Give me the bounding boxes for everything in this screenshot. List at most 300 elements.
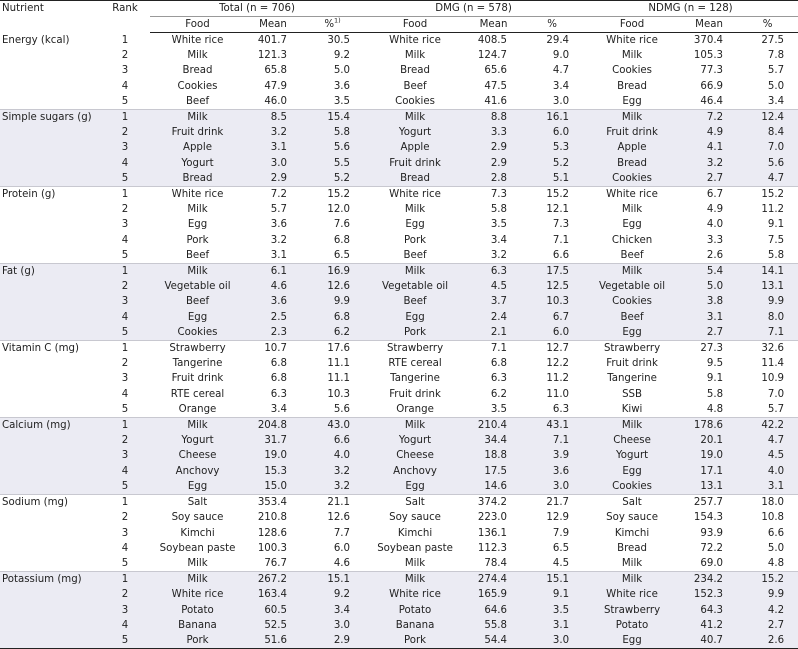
dmg-percent-cell: 11.2 [546,373,570,385]
dmg-food-cell: Tangerine [390,373,440,385]
nutrient-group [0,264,798,341]
ndmg-food-cell: Strawberry [583,603,681,618]
total-mean-cell: 2.3 [245,325,301,341]
ndmg-percent-cell: 4.0 [737,464,798,479]
header-nutrient: Nutrient [2,3,44,14]
dmg-mean-cell: 34.4 [466,433,521,448]
dmg-percent-cell: 6.3 [521,402,583,418]
total-mean-cell: 204.8 [245,418,301,434]
dmg-percent-cell: 15.2 [546,189,570,201]
total-mean-cell: 52.5 [245,618,301,633]
ndmg-mean-cell: 64.3 [681,603,737,618]
dmg-percent-cell: 7.1 [552,234,570,246]
dmg-percent-cell: 6.0 [521,125,583,140]
total-food-cell: Pork [150,633,245,649]
ndmg-mean-cell: 152.3 [681,587,737,602]
total-mean-cell: 100.3 [257,542,287,554]
dmg-percent-cell: 11.0 [546,388,570,400]
ndmg-mean-cell: 13.1 [681,479,737,495]
dmg-food-cell: Potato [364,603,466,618]
nutrient-cell-empty [0,556,100,572]
nutrient-cell-empty [0,310,100,325]
ndmg-food-cell: Chicken [611,234,653,246]
dmg-food-cell: Banana [364,618,466,633]
dmg-percent-cell: 12.7 [546,343,570,355]
total-percent-cell: 15.2 [327,189,351,201]
dmg-percent-cell: 6.0 [521,325,583,341]
dmg-food-cell: Anchovy [364,464,466,479]
table-row [0,279,798,294]
ndmg-mean-cell: 66.9 [700,80,724,92]
ndmg-food-cell: Bread [617,542,648,554]
dmg-percent-cell: 5.2 [521,156,583,171]
total-food-cell: Kimchi [180,527,215,539]
ndmg-food-cell: Beef [583,248,681,264]
nutrient-label: Energy (kcal) [2,34,70,46]
nutrient-cell-empty [0,63,100,78]
rank-cell: 4 [100,156,150,171]
nutrient-cell-empty [0,371,100,386]
dmg-percent-cell: 15.1 [521,572,583,588]
ndmg-food-cell: Egg [583,325,681,341]
dmg-food-cell: Milk [364,418,466,434]
total-percent-cell: 12.6 [327,512,351,524]
total-food-cell: Soybean paste [159,542,236,554]
ndmg-percent-cell: 2.7 [737,618,798,633]
total-food-cell: Strawberry [169,343,226,355]
total-food-cell: Milk [150,418,245,434]
dmg-percent-cell: 3.6 [521,464,583,479]
dmg-mean-cell: 3.5 [466,402,521,418]
dmg-percent-cell: 12.2 [546,358,570,370]
nutrient-group [0,572,798,649]
header-mean: Mean [245,17,301,33]
rank-cell: 4 [121,80,129,92]
ndmg-food-cell: Kimchi [614,527,650,539]
total-percent-cell: 6.0 [333,542,351,554]
total-mean-cell: 6.8 [270,358,287,370]
nutrient-cell-empty [0,479,100,495]
dmg-percent-cell: 6.6 [521,248,583,264]
dmg-percent-cell: 6.7 [521,310,583,325]
ndmg-food-cell: Bread [617,80,648,92]
total-food-cell: Fruit drink [150,125,245,140]
nutrient-cell-empty [0,125,100,140]
ndmg-mean-cell: 17.1 [681,464,737,479]
total-food-cell: Milk [150,110,245,126]
total-food-cell: Milk [187,204,208,216]
nutrient-cell-empty [0,171,100,187]
dmg-percent-cell: 5.3 [521,140,583,155]
dmg-mean-cell: 124.7 [477,50,508,62]
total-food-cell: Egg [150,310,245,325]
ndmg-food-cell: Apple [583,140,681,155]
total-mean-cell: 8.5 [245,110,301,126]
ndmg-percent-cell: 5.7 [767,65,785,77]
dmg-percent-cell: 9.0 [552,50,570,62]
dmg-percent-cell: 6.5 [552,542,570,554]
dmg-food-cell: Egg [364,310,466,325]
rank-cell: 2 [121,512,129,524]
dmg-food-cell: Milk [364,264,466,280]
dmg-food-cell: Strawberry [386,343,444,355]
dmg-mean-cell: 374.2 [477,497,508,509]
total-mean-cell: 3.6 [270,219,287,231]
rank-cell: 5 [100,248,150,264]
rank-cell: 3 [121,219,129,231]
dmg-food-cell: Soy sauce [389,512,441,524]
ndmg-food-cell: Egg [622,219,642,231]
nutrient-cell-empty [0,402,100,418]
dmg-mean-cell: 17.5 [466,464,521,479]
header-mean: Mean [681,17,737,33]
nutrient-group [0,418,798,495]
total-food-cell: Yogurt [150,156,245,171]
ndmg-mean-cell: 4.1 [681,140,737,155]
dmg-mean-cell: 41.6 [466,94,521,110]
dmg-food-cell: Apple [364,140,466,155]
total-food-cell: Fruit drink [171,373,224,385]
total-percent-cell: 7.6 [333,219,351,231]
total-percent-cell: 15.1 [301,572,364,588]
header-row-groups [0,1,798,17]
total-percent-cell: 43.0 [301,418,364,434]
dmg-mean-cell: 3.4 [490,234,508,246]
table-row [0,248,798,264]
table-row [0,48,798,63]
total-food-cell: Cookies [150,325,245,341]
table-row [0,264,798,280]
dmg-percent-cell: 3.5 [521,603,583,618]
nutrient-cell-empty [0,156,100,171]
total-percent-cell: 3.5 [301,94,364,110]
ndmg-food-cell: Milk [583,572,681,588]
ndmg-percent-cell: 5.0 [767,542,785,554]
table-row [0,125,798,140]
total-percent-cell: 12.6 [301,279,364,294]
dmg-food-cell: Beef [403,80,427,92]
rank-cell: 2 [121,358,129,370]
dmg-mean-cell: 4.5 [466,279,521,294]
ndmg-mean-cell: 72.2 [700,542,724,554]
table-row [0,294,798,309]
total-percent-cell: 12.0 [327,204,351,216]
ndmg-food-cell: Tangerine [607,373,657,385]
table-row [0,187,798,203]
total-mean-cell: 6.3 [270,388,287,400]
ndmg-mean-cell: 234.2 [681,572,737,588]
dmg-food-cell: Beef [364,294,466,309]
ndmg-food-cell: Beef [583,310,681,325]
ndmg-percent-cell: 9.1 [767,219,785,231]
rank-cell: 4 [100,464,150,479]
ndmg-percent-cell: 14.1 [737,264,798,280]
table-row [0,587,798,602]
header-food: Food [364,17,466,33]
table-row [0,387,798,402]
rank-cell: 3 [100,294,150,309]
table-row [0,202,798,217]
header-percent-label: % [324,19,335,30]
table-row [0,341,798,357]
dmg-food-cell: Milk [404,50,426,62]
dmg-food-cell: Kimchi [397,527,433,539]
total-percent-cell: 5.8 [301,125,364,140]
ndmg-percent-cell: 10.9 [761,373,785,385]
dmg-mean-cell: 2.8 [466,171,521,187]
total-mean-cell: 15.0 [245,479,301,495]
ndmg-mean-cell: 3.1 [681,310,737,325]
table-row [0,356,798,371]
ndmg-percent-cell: 9.9 [737,587,798,602]
rank-cell: 5 [100,325,150,341]
nutrient-cell-empty [0,94,100,110]
rank-cell: 3 [100,448,150,463]
total-food-cell: Milk [150,264,245,280]
total-food-cell: Beef [150,294,245,309]
total-percent-cell: 15.4 [301,110,364,126]
total-mean-cell: 46.0 [245,94,301,110]
total-food-cell: Egg [187,219,208,231]
nutrient-group [0,33,798,110]
table-row [0,171,798,187]
total-food-cell: Soy sauce [171,512,224,524]
nutrient-cell-empty [0,464,100,479]
rank-cell: 1 [100,264,150,280]
dmg-food-cell: Beef [364,248,466,264]
total-mean-cell: 6.8 [270,373,287,385]
dmg-percent-cell: 12.5 [521,279,583,294]
total-mean-cell: 7.2 [270,189,287,201]
nutrient-cell-empty [0,140,100,155]
nutrient-cell-empty [0,248,100,264]
nutrient-cell-empty [0,526,100,541]
total-mean-cell: 15.3 [245,464,301,479]
total-percent-cell: 9.2 [333,50,351,62]
ndmg-food-cell: Milk [621,50,643,62]
dmg-mean-cell: 8.8 [466,110,521,126]
total-percent-cell: 16.9 [301,264,364,280]
total-mean-cell: 163.4 [245,587,301,602]
dmg-food-cell: Vegetable oil [364,279,466,294]
ndmg-food-cell: Kiwi [583,402,681,418]
ndmg-mean-cell: 41.2 [681,618,737,633]
dmg-food-cell: Cookies [364,94,466,110]
ndmg-mean-cell: 3.3 [706,234,724,246]
rank-cell: 4 [100,310,150,325]
total-food-cell: Cheese [150,448,245,463]
rank-cell: 5 [100,402,150,418]
dmg-mean-cell: 408.5 [477,35,508,46]
ndmg-percent-cell: 27.5 [761,35,785,46]
total-food-cell: RTE cereal [170,388,225,400]
dmg-percent-cell: 12.9 [546,512,570,524]
rank-cell: 5 [100,633,150,649]
nutrient-group [0,110,798,187]
header-group-total: Total (n = 706) [150,1,364,17]
table-row [0,33,798,49]
ndmg-mean-cell: 370.4 [693,35,724,46]
dmg-percent-cell: 3.9 [521,448,583,463]
total-mean-cell: 3.0 [245,156,301,171]
total-mean-cell: 60.5 [245,603,301,618]
dmg-mean-cell: 78.4 [466,556,521,572]
dmg-food-cell: Fruit drink [389,388,441,400]
ndmg-mean-cell: 154.3 [693,512,724,524]
ndmg-percent-cell: 4.7 [737,433,798,448]
table-row [0,618,798,633]
ndmg-mean-cell: 4.0 [706,219,724,231]
total-mean-cell: 3.1 [245,140,301,155]
rank-cell: 1 [121,34,129,46]
ndmg-food-cell: Salt [622,497,642,509]
total-percent-cell: 5.6 [301,402,364,418]
rank-cell: 2 [121,50,129,62]
header-percent: % [737,17,798,33]
dmg-mean-cell: 6.3 [466,264,521,280]
dmg-percent-cell: 3.0 [521,94,583,110]
total-food-cell: Milk [150,572,245,588]
nutrient-group [0,187,798,264]
dmg-food-cell: Bread [400,65,430,77]
table-row [0,233,798,248]
ndmg-food-cell: Cookies [583,171,681,187]
dmg-food-cell: White rice [389,189,441,201]
total-mean-cell: 3.2 [245,125,301,140]
dmg-mean-cell: 55.8 [466,618,521,633]
header-mean: Mean [466,17,521,33]
ndmg-mean-cell: 2.7 [681,325,737,341]
nutrient-cell-empty [0,618,100,633]
ndmg-food-cell: Yogurt [583,448,681,463]
dmg-mean-cell: 3.3 [466,125,521,140]
dmg-percent-cell: 4.7 [552,65,570,77]
ndmg-food-cell: Milk [583,556,681,572]
total-percent-cell: 6.5 [301,248,364,264]
ndmg-percent-cell: 6.6 [767,527,785,539]
total-percent-cell: 5.6 [301,140,364,155]
header-rank: Rank [112,3,138,14]
ndmg-food-cell: Soy sauce [606,512,658,524]
ndmg-percent-cell: 7.0 [737,140,798,155]
nutrient-cell-empty [0,79,100,94]
ndmg-mean-cell: 4.9 [681,125,737,140]
total-mean-cell: 3.1 [245,248,301,264]
rank-cell: 4 [100,618,150,633]
ndmg-percent-cell: 10.8 [761,512,785,524]
rank-cell: 5 [100,171,150,187]
total-mean-cell: 6.1 [245,264,301,280]
nutrient-cell-empty [0,433,100,448]
rank-cell: 1 [100,110,150,126]
ndmg-percent-cell: 8.4 [737,125,798,140]
table-row [0,217,798,232]
nutrient-cell-empty [0,325,100,341]
table-row [0,63,798,78]
dmg-mean-cell: 14.6 [466,479,521,495]
rank-cell: 1 [121,189,129,201]
ndmg-percent-cell: 12.4 [737,110,798,126]
total-percent-cell: 6.2 [301,325,364,341]
ndmg-mean-cell: 19.0 [681,448,737,463]
dmg-mean-cell: 64.6 [466,603,521,618]
ndmg-mean-cell: 178.6 [681,418,737,434]
nutrient-group [0,341,798,418]
ndmg-percent-cell: 32.6 [761,343,785,355]
dmg-mean-cell: 6.3 [490,373,508,385]
total-percent-cell: 9.9 [301,294,364,309]
total-percent-cell: 2.9 [301,633,364,649]
total-food-cell: Beef [150,248,245,264]
rank-cell: 4 [121,542,129,554]
nutrient-cell-empty [0,279,100,294]
ndmg-percent-cell: 7.8 [767,50,785,62]
ndmg-food-cell: White rice [606,189,658,201]
nutrient-cell-empty [0,387,100,402]
table-row [0,633,798,649]
table-row [0,371,798,386]
ndmg-mean-cell: 46.4 [681,94,737,110]
rank-cell: 3 [121,65,129,77]
table-row [0,495,798,511]
nutrient-cell-empty [0,294,100,309]
nutrient-cell-empty [0,633,100,649]
ndmg-mean-cell: 5.0 [681,279,737,294]
table-row [0,156,798,171]
ndmg-mean-cell: 2.7 [681,171,737,187]
nutrient-cell-empty [0,202,100,217]
total-mean-cell: 3.6 [245,294,301,309]
total-food-cell: Cookies [177,80,218,92]
total-mean-cell: 31.7 [245,433,301,448]
rank-cell: 5 [100,94,150,110]
nutrient-cell-empty [0,510,100,525]
table-row [0,325,798,341]
ndmg-food-cell: Cookies [583,294,681,309]
total-mean-cell: 4.6 [245,279,301,294]
ndmg-percent-cell: 15.2 [761,189,785,201]
ndmg-percent-cell: 8.0 [737,310,798,325]
total-mean-cell: 121.3 [257,50,287,62]
header-food: Food [150,17,245,33]
total-percent-cell: 17.6 [327,343,351,355]
rank-cell: 3 [100,140,150,155]
nutrient-cell-empty [0,356,100,371]
dmg-percent-cell: 17.5 [521,264,583,280]
rank-cell: 3 [121,373,129,385]
ndmg-mean-cell: 69.0 [681,556,737,572]
ndmg-mean-cell: 9.1 [706,373,724,385]
dmg-percent-cell: 21.7 [546,497,570,509]
total-percent-cell: 3.6 [333,80,351,92]
table-row [0,510,798,525]
nutrient-cell-empty [0,48,100,63]
table-row [0,418,798,434]
ndmg-mean-cell: 3.2 [681,156,737,171]
total-mean-cell: 19.0 [245,448,301,463]
header-group-ndmg: NDMG (n = 128) [583,1,798,17]
ndmg-percent-cell: 5.0 [767,80,785,92]
total-percent-cell: 21.1 [327,497,351,509]
table-row [0,79,798,94]
dmg-mean-cell: 2.4 [466,310,521,325]
total-food-cell: Orange [150,402,245,418]
table-row [0,310,798,325]
ndmg-percent-cell: 7.1 [737,325,798,341]
dmg-food-cell: Fruit drink [364,156,466,171]
ndmg-mean-cell: 77.3 [700,65,724,77]
ndmg-percent-cell: 13.1 [737,279,798,294]
